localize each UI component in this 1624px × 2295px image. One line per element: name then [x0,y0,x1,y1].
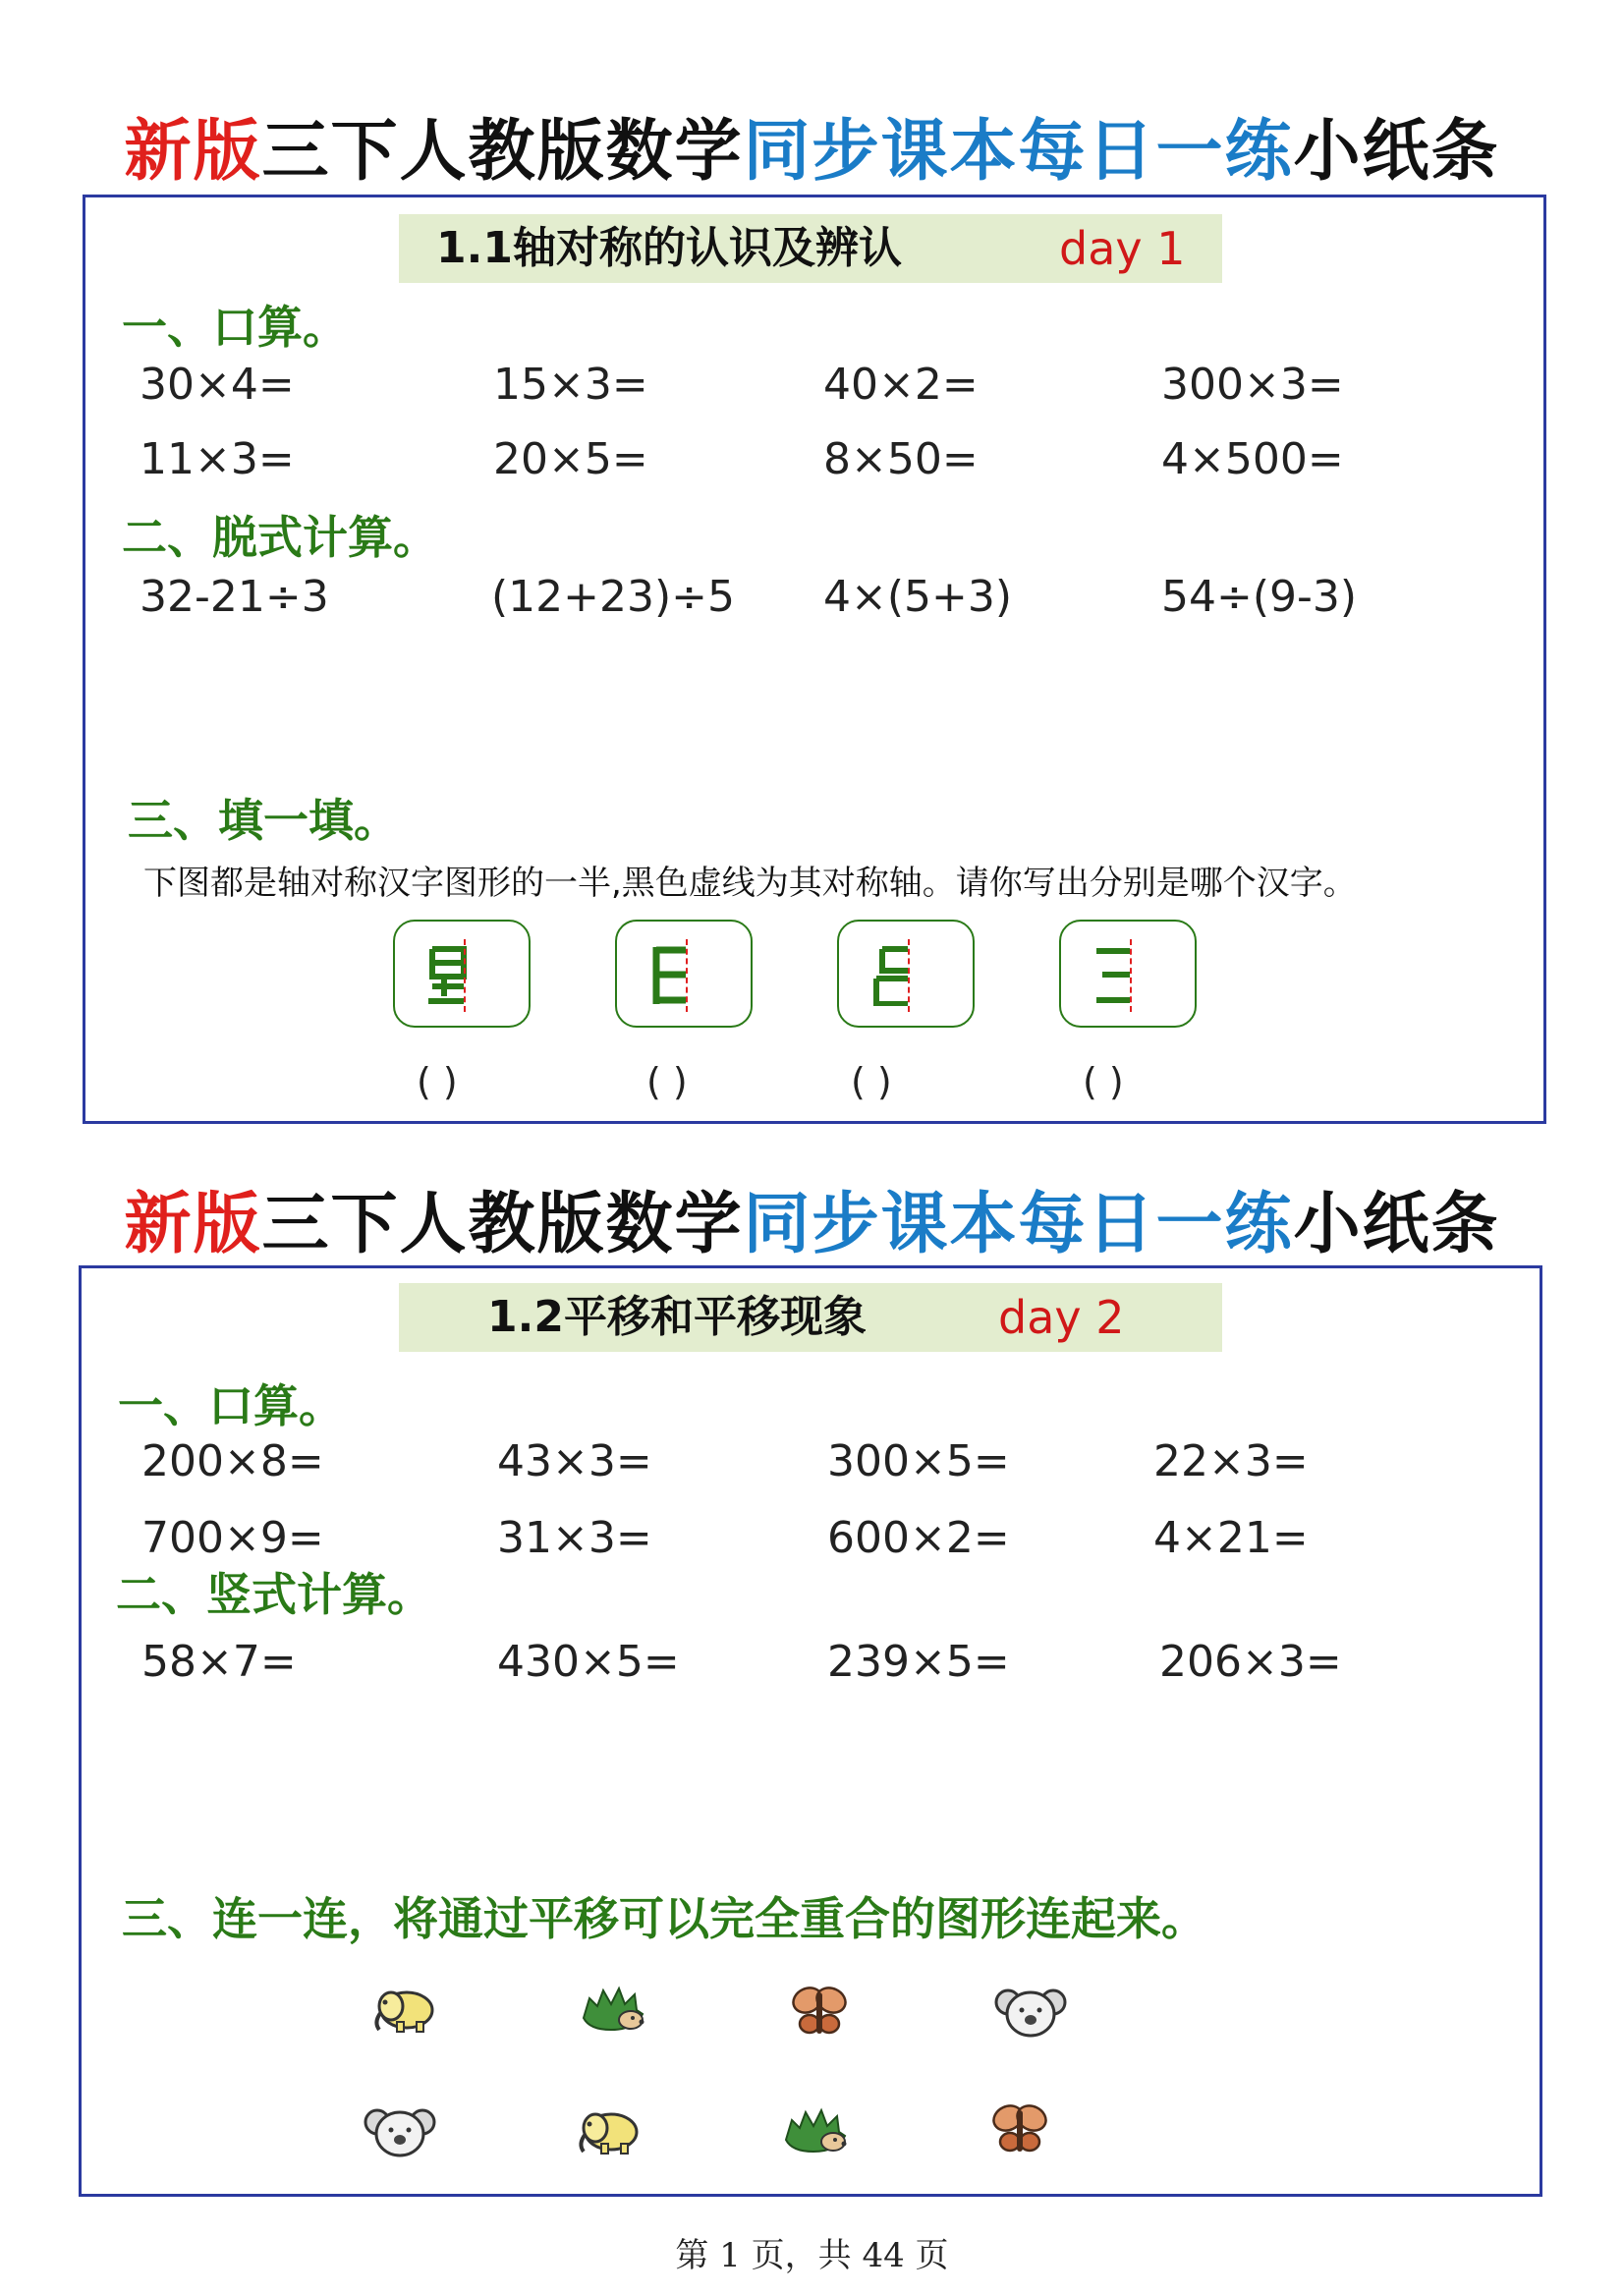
page-number: 第 1 页，共 44 页 [675,2236,949,2275]
day1-section1-title: 一、口算。 [122,301,348,354]
title-part-note: 小纸条 [1293,1185,1500,1263]
day1-oral-q3: 40×2= [823,360,979,410]
day1-calc-q1: 32-21÷3 [140,572,329,622]
elephant-icon[interactable] [369,1983,438,2036]
title-part-sync: 同步课本每日一练 [743,1185,1294,1263]
day1-calc-q4: 54÷(9-3) [1161,572,1358,622]
half-character-card-3 [837,920,975,1028]
title-part-grade: 三下人教版数学 [261,112,744,191]
title-part-note: 小纸条 [1293,112,1500,191]
day2-lesson-title: 1.2平移和平移现象 [487,1292,867,1342]
day1-oral-q6: 20×5= [493,434,648,484]
day1-oral-q7: 8×50= [823,434,979,484]
day1-oral-q5: 11×3= [140,434,295,484]
day2-vertical-q3: 239×5= [827,1637,1010,1687]
day1-oral-q8: 4×500= [1161,434,1344,484]
day2-vertical-q2: 430×5= [497,1637,680,1687]
page-title-bottom [0,1185,1624,1263]
symmetry-axis-1 [464,939,466,1012]
day1-answer-blank-3[interactable]: ( ) [851,1060,892,1103]
butterfly-icon[interactable] [988,2100,1051,2159]
half-char-shape-3 [872,945,912,1006]
symmetry-axis-3 [908,939,910,1012]
day1-oral-q4: 300×3= [1161,360,1344,410]
title-part-sync: 同步课本每日一练 [743,112,1294,191]
title-part-new: 新版 [124,1185,262,1263]
koala-icon[interactable] [364,2102,436,2159]
half-char-shape-2 [650,945,690,1006]
day2-oral-q3: 300×5= [827,1436,1010,1486]
hedgehog-icon[interactable] [576,1985,646,2036]
title-part-grade: 三下人教版数学 [261,1185,744,1263]
day1-answer-blank-1[interactable]: ( ) [417,1060,458,1103]
day2-oral-q5: 700×9= [141,1513,324,1563]
title-part-new: 新版 [124,112,262,191]
symmetry-axis-4 [1130,939,1132,1012]
half-character-card-2 [615,920,753,1028]
day1-answer-blank-2[interactable]: ( ) [646,1060,688,1103]
day1-answer-blank-4[interactable]: ( ) [1083,1060,1124,1103]
half-char-shape-4 [1094,945,1134,1006]
day1-oral-q1: 30×4= [140,360,295,410]
day1-calc-q2: (12+23)÷5 [491,572,736,622]
day2-section3-title: 三、连一连，将通过平移可以完全重合的图形连起来。 [122,1892,1206,1945]
half-character-card-1 [393,920,531,1028]
day1-section3-title: 三、填一填。 [128,794,399,847]
elephant-icon[interactable] [574,2104,643,2157]
hedgehog-icon[interactable] [778,2106,849,2157]
butterfly-icon[interactable] [788,1983,851,2042]
day2-section1-title: 一、口算。 [118,1379,344,1432]
day2-day-label: day 2 [998,1291,1125,1344]
day1-calc-q3: 4×(5+3) [823,572,1013,622]
day2-oral-q6: 31×3= [497,1513,652,1563]
half-char-shape-1 [428,945,468,1006]
day2-vertical-q1: 58×7= [141,1637,297,1687]
day2-oral-q8: 4×21= [1153,1513,1309,1563]
half-character-card-4 [1059,920,1197,1028]
day1-lesson-title: 1.1轴对称的认识及辨认 [436,223,902,273]
day1-day-label: day 1 [1059,222,1186,275]
day2-oral-q2: 43×3= [497,1436,652,1486]
day1-section3-instruction: 下图都是轴对称汉字图形的一半,黑色虚线为其对称轴。请你写出分别是哪个汉字。 [143,864,1357,903]
page-title-top [0,112,1624,191]
day2-vertical-q4: 206×3= [1159,1637,1342,1687]
day2-section2-title: 二、竖式计算。 [116,1568,432,1621]
koala-icon[interactable] [994,1983,1067,2040]
day2-oral-q4: 22×3= [1153,1436,1309,1486]
day2-oral-q1: 200×8= [141,1436,324,1486]
day1-section2-title: 二、脱式计算。 [122,511,438,564]
day1-oral-q2: 15×3= [493,360,648,410]
symmetry-axis-2 [686,939,688,1012]
day2-oral-q7: 600×2= [827,1513,1010,1563]
